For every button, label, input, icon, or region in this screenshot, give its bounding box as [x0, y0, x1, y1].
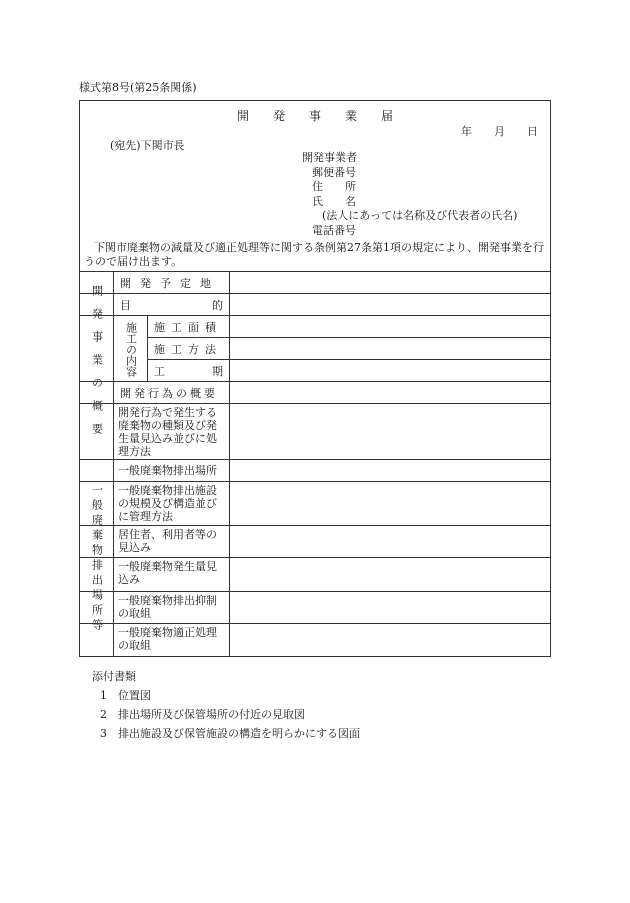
body-text: 下関市廃棄物の減量及び適正処理等に関する条例第27条第1項の規定により、開発事業を行うので届け出ます。 [84, 241, 544, 268]
form-title: 開 発 事 業 届 [236, 109, 393, 123]
place-input[interactable] [230, 460, 550, 482]
attachment-item: 3 排出施設及び保管施設の構造を明らかにする図面 [100, 727, 360, 740]
period-label [148, 360, 229, 382]
form-id: 様式第8号(第25条関係) [79, 81, 197, 94]
generation-input[interactable] [230, 558, 550, 592]
method-input[interactable] [230, 338, 550, 360]
attachment-item: 2 排出場所及び保管場所の付近の見取図 [100, 708, 305, 721]
attachment-item: 1 位置図 [100, 689, 151, 702]
period-right: 期 [212, 365, 223, 378]
row-purpose [80, 293, 550, 316]
overview-input[interactable] [230, 382, 550, 404]
row-treatment [80, 623, 550, 657]
row-place [80, 459, 550, 482]
applicant-heading: 開発事業者 [302, 151, 357, 164]
period-input[interactable] [230, 360, 550, 382]
treatment-input[interactable] [230, 624, 550, 657]
attachments-heading: 添付書類 [92, 670, 136, 683]
site-input[interactable] [230, 272, 550, 294]
row-period [148, 359, 550, 382]
section1-label-text: 開発事業の概要 [90, 285, 104, 446]
row-reduction [80, 591, 550, 624]
construction-label: 施工の内容 [124, 321, 138, 377]
purpose-left: 目 [120, 299, 131, 312]
period-left: 工 [154, 365, 165, 378]
phone-label: 電話番号 [312, 223, 356, 237]
purpose-right: 的 [212, 299, 223, 312]
waste-input[interactable] [230, 404, 550, 460]
form-header [80, 101, 550, 271]
row-waste [80, 403, 550, 460]
row-facility [80, 481, 550, 526]
corp-note: (法人にあっては名称及び代表者の氏名) [322, 209, 518, 222]
reduction-label: 一般廃棄物排出抑制の取組 [114, 592, 230, 624]
row-generation [80, 557, 550, 592]
row-residents [80, 525, 550, 558]
residents-label: 居住者、利用者等の見込み [114, 526, 230, 558]
row-site [80, 271, 550, 294]
residents-input[interactable] [230, 526, 550, 558]
purpose-label [114, 294, 229, 316]
name-label: 氏 名 [312, 194, 356, 208]
generation-label: 一般廃棄物発生量見込み [114, 558, 230, 592]
address-label: 住 所 [312, 180, 356, 193]
section2-label-text: 一般廃棄物排出場所等 [90, 483, 104, 634]
overview-label: 開発行為の概要 [120, 387, 218, 400]
addressee: (宛先)下関市長 [110, 139, 185, 152]
facility-input[interactable] [230, 482, 550, 526]
attachments [92, 667, 360, 743]
notification-form [79, 100, 551, 657]
site-label: 開発予定地 [120, 277, 220, 290]
purpose-input[interactable] [230, 294, 550, 316]
row-area [148, 315, 550, 338]
place-label: 一般廃棄物排出場所 [114, 460, 230, 482]
method-label: 施工方法 [154, 343, 222, 356]
row-method [148, 337, 550, 360]
reduction-input[interactable] [230, 592, 550, 624]
waste-label: 開発行為で発生する廃棄物の種類及び発生量見込み並びに処理方法 [114, 404, 230, 460]
area-input[interactable] [230, 316, 550, 338]
row-overview [80, 381, 550, 404]
postal-label: 郵便番号 [312, 165, 356, 179]
area-label: 施工面積 [154, 321, 222, 334]
facility-label: 一般廃棄物排出施設の規模及び構造並びに管理方法 [114, 482, 230, 526]
date-field[interactable]: 年 月 日 [461, 125, 538, 138]
treatment-label: 一般廃棄物適正処理の取組 [114, 624, 230, 657]
applicant-block [302, 151, 517, 238]
